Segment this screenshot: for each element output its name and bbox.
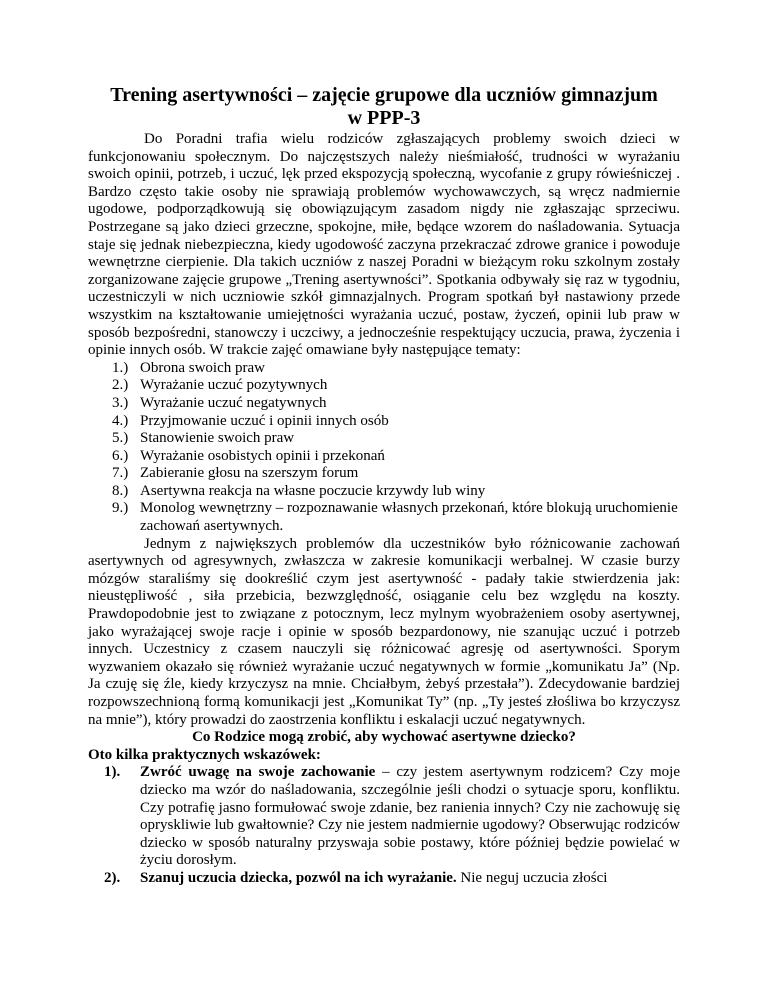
- title-line-1: Trening asertywności – zajęcie grupowe dla uczniów gimnazjum: [110, 84, 658, 106]
- list-item: 8.) Asertywna reakcja na własne poczucie krzywdy lub winy: [112, 482, 486, 499]
- tips-list: [88, 764, 680, 887]
- list-item: 4.) Przyjmowanie uczuć i opinii innych osób: [112, 412, 389, 429]
- list-item: 7.) Zabieranie głosu na szerszym forum: [112, 465, 359, 482]
- list-item: 3.) Wyrażanie uczuć negatywnych: [112, 394, 327, 411]
- list-item: 1). Zwróć uwagę na swoje zachowanie – czy jestem asertywnym rodzicem? Czy moje dziecko ma wzór do naśladowania, szczególnie jeśli chodzi o sytuacje sporu, konfliktu. Czy potrafię jasno formułować swoje zdanie, bez ranienia innych? Czy nie zachowuję się opryskliwie lub gwałtownie? Czy nie jestem nadmiernie ugodowy? Obserwując rodziców dziecko w sposób naturalny przyswaja sobie postawy, które później będzie powielać w życiu dorosłym.: [104, 764, 681, 869]
- list-item: 1.) Obrona swoich praw: [112, 359, 265, 376]
- list-item: 9.) Monolog wewnętrzny – rozpoznawanie własnych przekonań, które blokują uruchomienie zachowań asertywnych.: [112, 500, 678, 535]
- second-paragraph: Jednym z największych problemów dla uczestników było różnicowanie zachowań asertywnych od agresywnych, zwłaszcza w zakresie komunikacji werbalnej. W czasie burzy mózgów staraliśmy się dookreślić czym jest asertywność - padały takie stwierdzenia jak: nieustępliwość , siła przebicia, bezwzględność, osiąganie celu bez względu na koszty. Prawdopodobnie jest to związane z potocznym, lecz mylnym wyobrażeniem osoby asertywnej, jako wyrażającej swoje racje i opinie w sposób bezpardonowy, nie szanując uczuć i potrzeb innych. Uczestnicy z czasem nauczyli się różnicować agresję od asertywności. Sporym wyzwaniem okazało się również wyrażanie uczuć negatywnych w formie „komunikatu Ja” (Np. Ja czuję się źle, kiedy krzyczysz na mnie. Chciałbym, żebyś przestała”). Zdecydowanie bardziej rozpowszechnioną formą komunikacji jest „Komunikat Ty” (np. „Ty jesteś złośliwa bo krzyczysz na mnie”), który prowadzi do zaostrzenia konfliktu i eskalacji uczuć negatywnych.: [88, 535, 680, 728]
- title-line-2: w PPP-3: [347, 107, 421, 129]
- document-page: [88, 84, 680, 888]
- topics-list: [88, 360, 680, 536]
- tips-intro: Oto kilka praktycznych wskazówek:: [88, 746, 321, 763]
- list-item: 5.) Stanowienie swoich praw: [112, 430, 295, 447]
- section-heading: Co Rodzice mogą zrobić, aby wychować asertywne dziecko?: [192, 729, 576, 746]
- list-item: 2). Szanuj uczucia dziecka, pozwól na ich wyrażanie. Nie neguj uczucia złości: [104, 869, 608, 886]
- intro-paragraph: Do Poradni trafia wielu rodziców zgłaszających problemy swoich dzieci w funkcjonowaniu społecznym. Do najczęstszych należy nieśmiałość, trudności w wyrażaniu swoich opinii, potrzeb, i uczuć, lęk przed ekspozycją społeczną, wycofanie z grupy rówieśniczej . Bardzo często takie osoby nie sprawiają problemów wychowawczych, są wręcz nadmiernie ugodowe, podporządkowują się obowiązującym zasadom nigdy nie zgłaszając sprzeciwu. Postrzegane są jako dzieci grzeczne, spokojne, miłe, będące wzorem do naśladowania. Sytuacja staje się jednak niebezpieczna, kiedy ugodowość zaczyna przekraczać zdrowe granice i powoduje wewnętrzne cierpienie. Dla takich uczniów z naszej Poradni w bieżącym roku szkolnym zostały zorganizowane zajęcie grupowe „Trening asertywności”. Spotkania odbywały się raz w tygodniu, uczestniczyli w nich uczniowie szkół gimnazjalnych. Program spotkań był nastawiony przede wszystkim na kształtowanie umiejętności wyrażania uczuć, postaw, życzeń, opinii lub praw w sposób bezpośredni, stanowczy i uczciwy, a jednocześnie respektujący uczucia, prawa, życzenia i opinie innych osób. W trakcie zajęć omawiane były następujące tematy:: [88, 131, 680, 359]
- document-title: [88, 84, 680, 130]
- list-item: 6.) Wyrażanie osobistych opinii i przekonań: [112, 447, 385, 464]
- list-item: 2.) Wyrażanie uczuć pozytywnych: [112, 377, 328, 394]
